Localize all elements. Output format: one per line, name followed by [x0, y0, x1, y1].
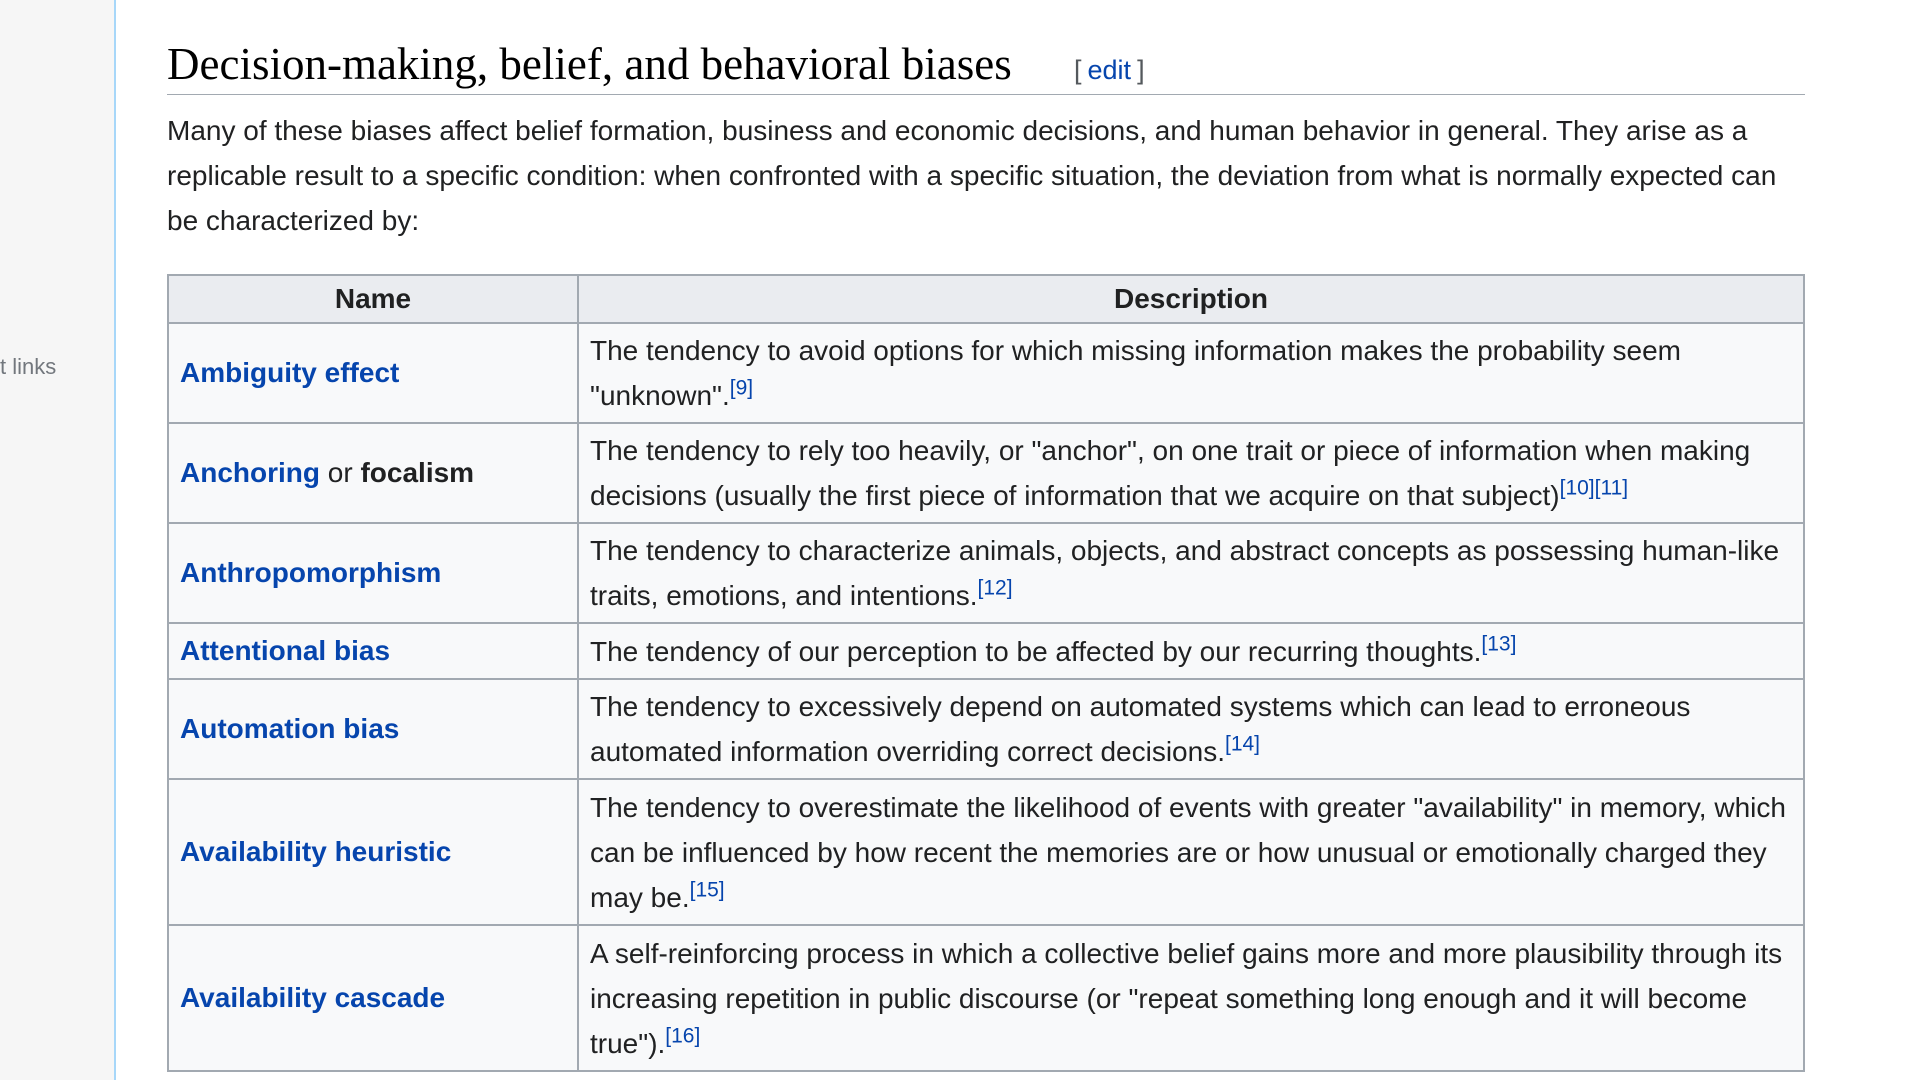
name-cell: [168, 523, 578, 623]
name-cell: [168, 623, 578, 679]
name-cell: [168, 423, 578, 523]
left-sidebar: [0, 0, 116, 1080]
table-row: [168, 323, 1804, 423]
description-cell: [578, 925, 1804, 1071]
bias-link-automation-bias[interactable]: Automation bias: [180, 713, 400, 744]
description-text: The tendency to avoid options for which missing information makes the probability seem "unknown".: [590, 335, 1681, 411]
column-header-description[interactable]: Description: [578, 275, 1804, 323]
section-heading: [167, 36, 1805, 95]
description-text: The tendency to rely too heavily, or "anchor", on one trait or piece of information when making decisions (usually the first piece of information that we acquire on that subject): [590, 435, 1751, 511]
reference-link[interactable]: [10][11]: [1559, 476, 1629, 500]
name-cell: [168, 779, 578, 925]
name-cell: [168, 925, 578, 1071]
table-row: [168, 523, 1804, 623]
description-cell: [578, 679, 1804, 779]
reference-link[interactable]: [14]: [1224, 732, 1261, 756]
description-cell: [578, 779, 1804, 925]
bias-alt-name-focalism: focalism: [360, 457, 475, 488]
table-header-row: [168, 275, 1804, 323]
edit-section: [1074, 55, 1145, 86]
description-text: The tendency of our perception to be affected by our recurring thoughts.: [590, 635, 1482, 667]
bias-link-attentional-bias[interactable]: Attentional bias: [180, 635, 391, 666]
name-connector: or: [320, 457, 361, 488]
column-header-name[interactable]: Name: [168, 275, 578, 323]
reference-link[interactable]: [15]: [689, 878, 725, 902]
reference-link[interactable]: [12]: [977, 576, 1013, 600]
bias-link-anthropomorphism[interactable]: Anthropomorphism: [180, 557, 442, 588]
section-title: Decision-making, belief, and behavioral biases: [167, 39, 1012, 89]
edit-bracket-close: ]: [1137, 55, 1145, 85]
biases-table: [167, 274, 1805, 1072]
description-cell: [578, 623, 1804, 679]
edit-link[interactable]: edit: [1087, 55, 1132, 85]
description-text: The tendency to excessively depend on automated systems which can lead to erroneous automated information overriding correct decisions.: [590, 691, 1691, 767]
table-row: [168, 423, 1804, 523]
bias-link-availability-cascade[interactable]: Availability cascade: [180, 982, 446, 1013]
description-cell: [578, 323, 1804, 423]
edit-bracket-open: [: [1074, 55, 1082, 85]
reference-link[interactable]: [13]: [1481, 632, 1517, 656]
name-cell: [168, 679, 578, 779]
reference-link[interactable]: [9]: [729, 376, 754, 400]
bias-link-ambiguity-effect[interactable]: Ambiguity effect: [180, 357, 400, 388]
table-row: [168, 779, 1804, 925]
bias-link-availability-heuristic[interactable]: Availability heuristic: [180, 836, 452, 867]
description-cell: [578, 523, 1804, 623]
reference-link[interactable]: [16]: [665, 1024, 701, 1048]
description-cell: [578, 423, 1804, 523]
table-row: [168, 623, 1804, 679]
table-row: [168, 679, 1804, 779]
table-row: [168, 925, 1804, 1071]
sidebar-link-related-changes[interactable]: t links: [0, 354, 57, 379]
description-text: A self-reinforcing process in which a collective belief gains more and more plausibility through its increasing repetition in public discourse (or "repeat something long enough and it will become true").: [590, 937, 1783, 1059]
description-text: The tendency to overestimate the likelihood of events with greater "availability" in memory, which can be influenced by how recent the memories are or how unusual or emotionally charged they may be.: [590, 791, 1786, 913]
name-cell: [168, 323, 578, 423]
intro-paragraph: Many of these biases affect belief formation, business and economic decisions, and human behavior in general. They arise as a replicable result to a specific condition: when confronted with a specific situation, the deviation from what is normally expected can be characterized by:: [167, 115, 1777, 236]
bias-link-anchoring[interactable]: Anchoring: [180, 457, 320, 488]
description-text: The tendency to characterize animals, objects, and abstract concepts as possessing human-like traits, emotions, and intentions.: [590, 535, 1780, 611]
